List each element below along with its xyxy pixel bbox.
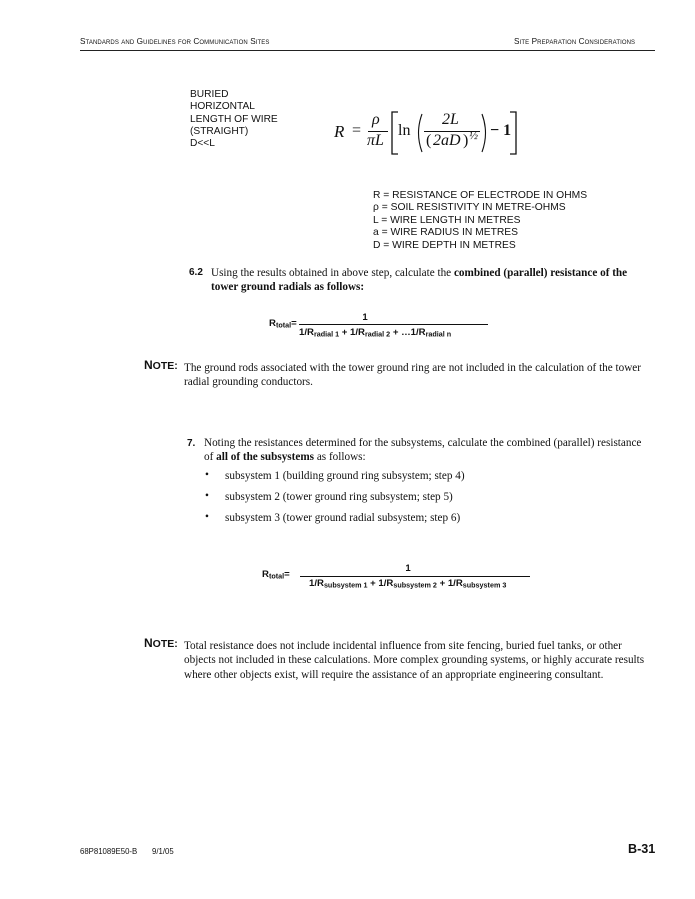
page-number: B-31 [628,842,656,856]
wire-description-line: D<<L [190,138,215,150]
wire-description-line: (STRAIGHT) [190,125,249,137]
step-6-2-number: 6.2 [189,267,203,278]
variable-legend [373,190,587,252]
formula-minus-one: − 1 [490,122,512,139]
wire-description-line: LENGTH OF WIRE [190,113,278,125]
bullet-icon: • [205,511,209,523]
formula1-lhs: $R_{total}=$ [269,318,297,330]
wire-description [190,89,278,150]
formula1-fraction-bar [299,324,488,325]
footer-date: 9/1/05 [152,847,174,856]
formula1-numerator: 1 [362,312,368,323]
legend-item: ρ = SOIL RESISTIVITY IN METRE-OHMS [373,202,566,214]
step-7-text: Noting the resistances determined for the subsystems, calculate the combined (parallel) resistance of all of the subsystems as follows: [204,437,642,464]
formula2-numerator: 1 [405,563,411,574]
legend-item: D = WIRE DEPTH IN METRES [373,239,516,251]
bullet-item: subsystem 3 (tower ground radial subsystem; step 6) [225,512,461,524]
formula-R: R [334,122,345,141]
wire-description-line: HORIZONTAL [190,101,255,113]
formula-2L: 2L [442,111,459,128]
legend-item: L = WIRE LENGTH IN METRES [373,214,521,226]
legend-item: a = WIRE RADIUS IN METRES [373,227,519,239]
right-paren-icon [480,113,490,153]
formula2-denominator: $1/R_{subsystem 1} + 1/R_{subsystem 2} + 1/R_{subsystem 3}$ [309,578,507,590]
note2-text: Total resistance does not include incidental influence from site fencing, buried fuel tanks, or other objects not included in these calculations. More complex grounding systems, or highly accurate results where other objects exist, will require the assistance of an appropriate engineering consultant. [184,640,645,681]
note1-text: The ground rods associated with the tower ground ring are not included in the calculation of the tower radial grounding conductors. [184,362,641,389]
note1-label: NOTE: [144,358,178,372]
wire-description-line: BURIED [190,89,229,100]
bullet-icon: • [205,469,209,481]
formula-ln: ln [398,122,411,139]
running-header-left: Standards and Guidelines for Communication Sites [80,37,270,46]
wire-resistance-formula: R = ρ πL ln 2L ( 2aD ) ½ − 1 [330,108,530,158]
formula1-denominator: $1/R_{radial 1} + 1/R_{radial 2}$ + $\dots 1/R_{radial n}$ [299,327,452,339]
formula2-lhs: $R_{total}=$ [262,569,290,581]
formula-2aD: 2aD [433,132,461,149]
step-7-number: 7. [187,438,196,449]
formula-pi-L: πL [367,132,384,149]
bullet-icon: • [205,490,209,502]
right-bracket-icon [508,111,518,155]
header-rule [80,50,655,51]
formula-half: ½ [469,128,478,142]
legend-item: R = RESISTANCE OF ELECTRODE IN OHMS [373,190,588,201]
bullet-item: subsystem 2 (tower ground ring subsystem; step 5) [225,491,453,503]
note2-label: NOTE: [144,636,178,650]
left-paren-icon [414,113,424,153]
formula2-fraction-bar [300,576,530,577]
formula-equals: = [352,122,362,139]
formula-rho: ρ [372,111,380,128]
bullet-item: subsystem 1 (building ground ring subsystem; step 4) [225,470,465,482]
footer-doc-id: 68P81089E50-B [80,847,138,856]
running-header-right: Site Preparation Considerations [514,37,636,46]
step-6-2-text: Using the results obtained in above step, calculate the combined (parallel) resistance of the tower ground radials as follows: [211,267,628,294]
